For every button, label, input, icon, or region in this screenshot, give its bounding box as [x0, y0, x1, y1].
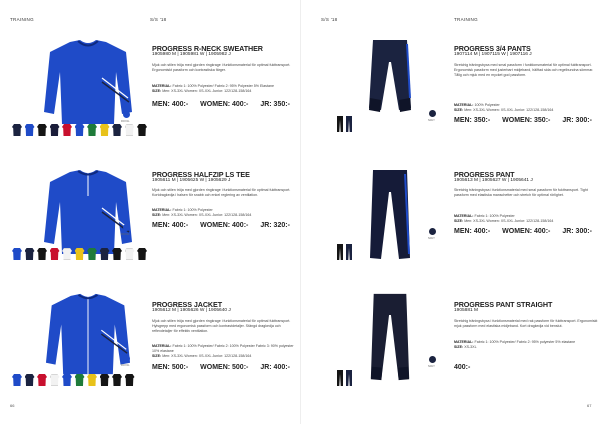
product-title: PROGRESS R-NECK SWEATHER: [152, 44, 263, 53]
color-swatch[interactable]: [125, 374, 135, 386]
article-numbers: 1905980 M | 1905981 W | 1905982 J: [152, 52, 231, 57]
product-card[interactable]: [0, 160, 300, 292]
pants-image: [365, 38, 415, 126]
price-women: WOMEN: 500:-: [200, 364, 249, 371]
color-dot-label: NAVY: [428, 119, 435, 122]
color-swatch[interactable]: [87, 248, 97, 260]
color-swatch[interactable]: [337, 116, 343, 132]
product-title: PROGRESS HALFZIP LS TEE: [152, 170, 250, 179]
price-row: [454, 228, 600, 235]
sweater-image: [40, 38, 136, 128]
page-number: 67: [587, 403, 592, 408]
color-swatch[interactable]: [25, 374, 35, 386]
price-men: MEN: 400:-: [454, 228, 491, 235]
price-junior: JR: 320:-: [260, 222, 290, 229]
section-label: TRAINING: [10, 17, 34, 22]
article-numbers: 1905881 M: [454, 308, 479, 313]
product-title: PROGRESS PANT STRAIGHT: [454, 300, 553, 309]
price-row: [152, 364, 300, 371]
price-men: 400:-: [454, 364, 471, 371]
product-title: PROGRESS JACKET: [152, 300, 222, 309]
color-swatch[interactable]: [37, 124, 47, 136]
color-swatch[interactable]: [75, 374, 85, 386]
price-row: [454, 117, 600, 124]
price-junior: JR: 300:-: [562, 228, 592, 235]
color-swatch[interactable]: [125, 248, 135, 260]
price-men: MEN: 500:-: [152, 364, 189, 371]
color-swatch[interactable]: [62, 374, 72, 386]
product-description: Stretchig träningsbyxa med smal passform i funktionsmaterial för optimal fukttransport. Ergonomisk passform med justerbart midjeband, hälftad sida och regelbundna sömmar. Tålig och mjuk med en mycket god passform.: [454, 63, 594, 77]
price-women: WOMEN: 400:-: [200, 101, 249, 108]
price-junior: JR: 350:-: [260, 101, 290, 108]
price-men: MEN: 350:-: [454, 117, 491, 124]
color-swatch[interactable]: [50, 124, 60, 136]
color-swatch[interactable]: [62, 124, 72, 136]
article-numbers: 1905613 M | 1905627 W | 1905641 J: [454, 178, 533, 183]
product-card[interactable]: [301, 160, 600, 292]
color-swatch[interactable]: [337, 370, 343, 386]
product-title: PROGRESS 3/4 PANTS: [454, 44, 531, 53]
material-info: MATERIAL: Fabric 1: 100% Polyester SIZE: Men: XS-3XL Women: XS-XXL Junior: 122/128-158/164: [454, 214, 554, 223]
color-swatch[interactable]: [125, 124, 135, 136]
color-swatch[interactable]: [50, 374, 60, 386]
color-swatch[interactable]: [100, 124, 110, 136]
color-swatch[interactable]: [12, 374, 22, 386]
color-swatch[interactable]: [75, 124, 85, 136]
color-swatch[interactable]: [337, 244, 343, 260]
season-label: S/S '18: [321, 17, 338, 22]
price-row: [454, 364, 480, 371]
material-info: MATERIAL: Fabric 1: 100% Polyester/ Fabric 2: 100% Polyester Fabric 3: 90% polyester 10% elastane SIZE: Men: XS-3XL Women: XS-XXL Junior: 122/128-158/164: [152, 344, 294, 358]
right-page: [300, 0, 600, 424]
color-swatch[interactable]: [87, 124, 97, 136]
product-title: PROGRESS PANT: [454, 170, 515, 179]
product-card[interactable]: [0, 286, 300, 418]
color-swatch[interactable]: [346, 244, 352, 260]
color-swatch[interactable]: [75, 248, 85, 260]
article-numbers: 1905612 M | 1905626 W | 1905640 J: [152, 308, 231, 313]
price-row: [152, 101, 300, 108]
color-dot-label: NAVY: [428, 365, 435, 368]
color-swatch[interactable]: [37, 374, 47, 386]
price-men: MEN: 400:-: [152, 101, 189, 108]
color-dot: [123, 111, 130, 118]
product-description: Stretchig träningsbyxa i funktionsmaterial med smal passform för fukttransport. Tight passform med elastiska manschetter och stretch för optimal rörlighet.: [454, 188, 588, 197]
color-swatch[interactable]: [100, 374, 110, 386]
halfzip-image: [40, 168, 136, 258]
color-swatch[interactable]: [137, 124, 147, 136]
color-dot-label: ROYAL: [121, 233, 130, 236]
color-swatch[interactable]: [12, 124, 22, 136]
material-info: MATERIAL: Fabric 1: 100% Polyester SIZE: Men: XS-3XL Women: XS-XXL Junior: 122/128-158/164: [152, 208, 252, 217]
material-info: MATERIAL: Fabric 1: 100% Polyester/ Fabric 2: 95% polyester 5% elastane SIZE: XS-3XL: [454, 340, 576, 349]
price-junior: JR: 400:-: [260, 364, 290, 371]
color-dot: [429, 356, 436, 363]
season-label: S/S '18: [150, 17, 167, 22]
price-women: WOMEN: 400:-: [502, 228, 551, 235]
color-swatch[interactable]: [112, 248, 122, 260]
color-swatch[interactable]: [62, 248, 72, 260]
color-swatch[interactable]: [12, 248, 22, 260]
product-description: Mjuk och stilen tröja med gjorden ringkrage i funktionsmaterial för optimal fukttransport. Kortdragkedja i halsen för snabb och enkel reglering av ventilation.: [152, 188, 291, 197]
article-numbers: 1907114 M | 1907115 W | 1907116 J: [454, 52, 532, 57]
product-card[interactable]: [0, 28, 300, 160]
product-card[interactable]: [301, 28, 600, 160]
material-info: MATERIAL: 100% Polyester SIZE: Men: XS-3XL Women: XS-XXL Junior: 122/128-158/164: [454, 103, 554, 112]
product-description: Stretchig träningsbyxa i funktionsmaterial med rak passform för fukttransport. Ergonomiskt mjuk passform med elastiska midjeband. Kort dragkedja vid benslut.: [454, 319, 598, 328]
color-dot-label: ROYAL: [121, 120, 130, 123]
color-swatch[interactable]: [112, 374, 122, 386]
material-info: MATERIAL: Fabric 1: 100% Polyester/ Fabric 2: 95% Polyester 5% Elastane SIZE: Men: XS-3XL Women: XS-XXL Junior: 122/128-158/164: [152, 84, 274, 93]
color-dot-label: ROYAL: [121, 364, 130, 367]
color-swatch[interactable]: [25, 124, 35, 136]
color-swatch[interactable]: [50, 248, 60, 260]
section-label: TRAINING: [454, 17, 478, 22]
color-swatch[interactable]: [25, 248, 35, 260]
price-row: [152, 222, 300, 229]
color-swatch[interactable]: [346, 116, 352, 132]
pant-straight-image: [367, 292, 413, 384]
article-numbers: 1905611 M | 1905625 W | 1905629 J: [152, 178, 231, 183]
color-swatch[interactable]: [37, 248, 47, 260]
color-swatch[interactable]: [87, 374, 97, 386]
product-description: Mjuk och stilen tröja med gjorden ringkrage i funktionsmaterial för optimal fukttransport. Hylsgrepp med ergonomisk passform och kontrastdetaljer. Stängd dragkedja och reflexdetaljer för effektiv ventilation.: [152, 319, 291, 333]
color-swatch[interactable]: [112, 124, 122, 136]
color-swatch[interactable]: [346, 370, 352, 386]
price-men: MEN: 400:-: [152, 222, 189, 229]
page-number: 66: [10, 403, 15, 408]
color-dot: [429, 110, 436, 117]
price-junior: JR: 300:-: [562, 117, 592, 124]
product-description: Mjuk och stilen tröja med gjorden ringkrage i funktionsmaterial för optimal fukttransport. Ergonomiskt passform och kontrastiska färger.: [152, 63, 291, 72]
color-dot-label: NAVY: [428, 237, 435, 240]
price-women: WOMEN: 350:-: [502, 117, 551, 124]
color-swatch[interactable]: [137, 248, 147, 260]
color-dot: [123, 224, 130, 231]
color-swatch[interactable]: [100, 248, 110, 260]
price-women: WOMEN: 400:-: [200, 222, 249, 229]
pant-image: [367, 168, 413, 264]
color-dot: [123, 355, 130, 362]
color-dot: [429, 228, 436, 235]
product-card[interactable]: [301, 286, 600, 418]
